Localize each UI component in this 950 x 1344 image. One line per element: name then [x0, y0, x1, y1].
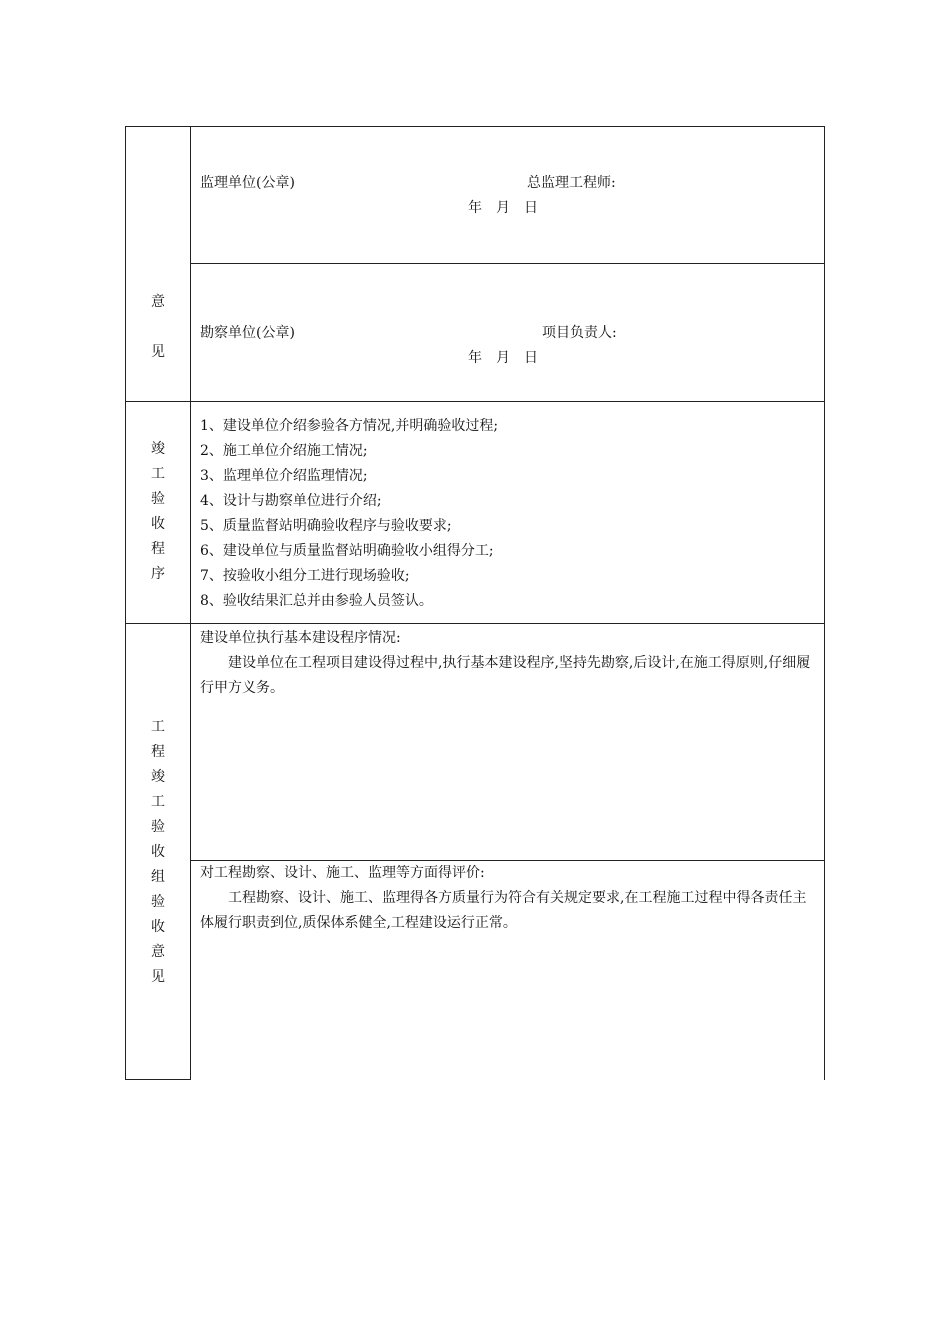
group-opinion-label-char: 验	[151, 894, 165, 910]
group-opinion-label-char: 验	[151, 819, 165, 835]
section-body: 建设单位在工程项目建设得过程中,执行基本建设程序,坚持先勘察,后设计,在施工得原则,仔细履行甲方义务。	[200, 655, 811, 696]
row-divider-opinion	[125, 401, 825, 402]
procedure-item: 1、建设单位介绍参验各方情况,并明确验收过程;	[200, 418, 499, 434]
procedure-label-char: 工	[151, 466, 165, 482]
procedure-label-char: 竣	[151, 441, 165, 457]
group-opinion-label-char: 工	[151, 794, 165, 810]
procedure-item: 3、监理单位介绍监理情况;	[200, 468, 368, 484]
table-right-border	[824, 126, 825, 1080]
survey-unit-label: 勘察单位(公章)	[200, 325, 295, 341]
row-divider-procedure	[125, 623, 825, 624]
procedure-item: 2、施工单位介绍施工情况;	[200, 443, 368, 459]
table-top-border	[125, 126, 825, 127]
group-opinion-label-char: 收	[151, 919, 165, 935]
group-opinion-label-char: 收	[151, 844, 165, 860]
survey-date: 年 月 日	[468, 350, 538, 366]
supervision-date: 年 月 日	[468, 200, 538, 216]
section-heading: 建设单位执行基本建设程序情况:	[200, 630, 401, 646]
construction-program-section	[200, 626, 818, 701]
procedure-item: 5、质量监督站明确验收程序与验收要求;	[200, 518, 452, 534]
group-opinion-label	[126, 715, 190, 990]
procedure-label-char: 序	[151, 566, 165, 582]
section-body: 工程勘察、设计、施工、监理得各方质量行为符合有关规定要求,在工程施工过程中得各责任主体履行职责到位,质保体系健全,工程建设运行正常。	[200, 890, 807, 931]
procedure-item: 6、建设单位与质量监督站明确验收小组得分工;	[200, 543, 494, 559]
opinion-label-char: 见	[151, 344, 165, 360]
opinion-label	[126, 290, 190, 365]
group-opinion-label-char: 程	[151, 744, 165, 760]
procedure-item: 4、设计与勘察单位进行介绍;	[200, 493, 382, 509]
procedure-label-char: 收	[151, 516, 165, 532]
label-column-divider	[190, 126, 191, 1080]
group-opinion-label-char: 见	[151, 969, 165, 985]
group-opinion-label-char: 组	[151, 869, 165, 885]
row-divider-supervision	[190, 263, 825, 264]
group-opinion-label-char: 工	[151, 719, 165, 735]
evaluation-section	[200, 861, 818, 936]
procedure-label-char: 验	[151, 491, 165, 507]
supervision-unit-label: 监理单位(公章)	[200, 175, 295, 191]
group-opinion-label-char: 竣	[151, 769, 165, 785]
group-opinion-label-char: 意	[151, 944, 165, 960]
procedure-label	[126, 437, 190, 587]
procedure-label-char: 程	[151, 541, 165, 557]
chief-engineer-label: 总监理工程师:	[527, 175, 616, 191]
label-column-bottom	[125, 1079, 191, 1080]
section-heading: 对工程勘察、设计、施工、监理等方面得评价:	[200, 865, 485, 881]
procedure-item: 7、按验收小组分工进行现场验收;	[200, 568, 410, 584]
project-manager-label: 项目负责人:	[542, 325, 617, 341]
opinion-label-char: 意	[151, 294, 165, 310]
procedure-item: 8、验收结果汇总并由参验人员签认。	[200, 593, 433, 609]
